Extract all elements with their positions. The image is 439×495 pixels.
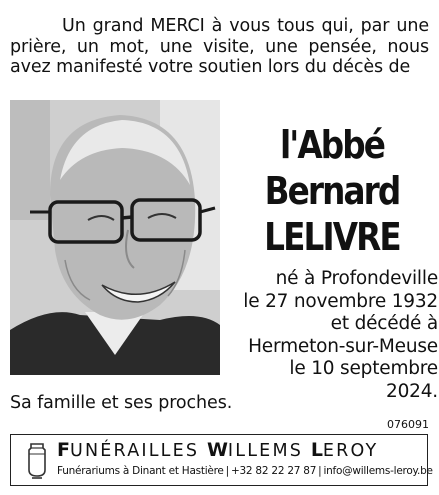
family-signature: Sa famille et ses proches. xyxy=(10,393,233,413)
funeral-home-contact xyxy=(57,464,433,478)
brand-word-willems: ILLEMS xyxy=(227,441,311,461)
email-address: info@willems-leroy.be xyxy=(323,465,433,477)
brand-initial-f: F xyxy=(57,439,70,461)
funerarium-locations: Funérariums à Dinant et Hastière xyxy=(57,465,224,477)
name-last: LELIVRE xyxy=(264,215,400,259)
portrait-illustration xyxy=(10,100,220,375)
deceased-name xyxy=(232,122,432,260)
urn-icon xyxy=(26,440,48,480)
brand-word-leroy: EROY xyxy=(322,441,379,461)
portrait-photo xyxy=(10,100,220,375)
reference-number: 076091 xyxy=(387,418,429,431)
brand-initial-l: L xyxy=(310,439,323,461)
death-date: le 10 septembre 2024. xyxy=(289,358,438,402)
birth-death-details xyxy=(232,268,438,403)
name-title: l'Abbé xyxy=(279,123,385,167)
brand-initial-w: W xyxy=(206,439,228,461)
funeral-home-footer xyxy=(10,434,433,486)
death-label: et décédé à xyxy=(330,313,438,334)
brand-word-funerailles: UNÉRAILLES xyxy=(69,441,207,461)
phone-number: +32 82 22 27 87 xyxy=(230,465,317,477)
funeral-home-name xyxy=(57,439,427,462)
thank-you-message: Un grand MERCI à vous tous qui, par une prière, un mot, une visite, une pensée, nous avez manifesté votre soutien lors du décès de xyxy=(10,16,429,77)
separator: | xyxy=(225,465,229,477)
birth-place: né à Profondeville xyxy=(275,268,438,289)
death-place: Hermeton-sur-Meuse xyxy=(248,335,438,357)
name-first: Bernard xyxy=(264,169,400,213)
birth-date: le 27 novembre 1932 xyxy=(243,290,438,312)
separator: | xyxy=(318,465,322,477)
